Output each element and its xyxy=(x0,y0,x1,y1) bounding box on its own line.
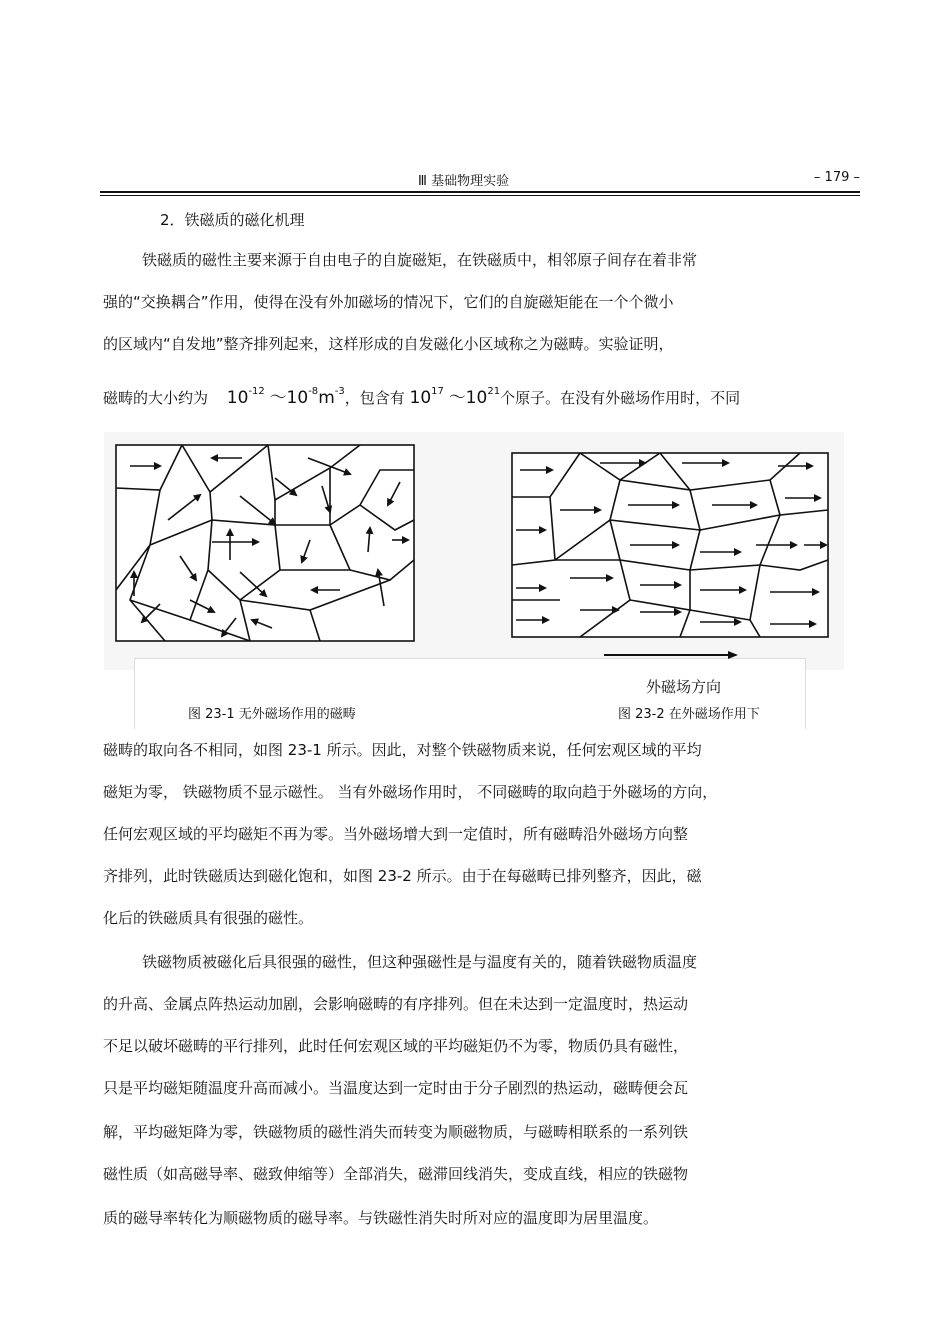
para3-line1: 铁磁物质被磁化后具很强的磁性，但这种强磁性是与温度有关的，随着铁磁物质温度 xyxy=(142,953,698,971)
tilde-10: ～10 xyxy=(269,388,309,408)
figure-23-2-caption: 图 23-2 在外磁场作用下 xyxy=(618,707,760,722)
text-atoms: 个原子。在没有外磁场作用时，不同 xyxy=(500,389,741,407)
para1-line2: 强的“交换耦合”作用，使得在没有外加磁场的情况下，它们的自旋磁矩能在一个个微小 xyxy=(103,293,674,311)
page-number: – 179 – xyxy=(813,170,860,185)
para3-line5: 解，平均磁矩降为零，铁磁物质的磁性消失而转变为顺磁物质，与磁畴相联系的一系列铁 xyxy=(103,1123,689,1141)
section-heading: 2．铁磁质的磁化机理 xyxy=(160,211,305,229)
exp-minus12: -12 xyxy=(248,386,265,397)
para3-line4: 只是平均磁矩随温度升高而减小。当温度达到一定时由于分子剧烈的热运动，磁畴便会瓦 xyxy=(103,1079,689,1097)
para2-line3: 任何宏观区域的平均磁矩不再为零。当外磁场增大到一定值时，所有磁畴沿外磁场方向整 xyxy=(103,825,689,843)
para2-line1: 磁畴的取向各不相同，如图 23-1 所示。因此，对整个铁磁物质来说，任何宏观区域的平均 xyxy=(103,741,702,759)
unit-m: m xyxy=(318,388,335,408)
exp-minus3: -3 xyxy=(334,386,345,397)
field-direction-label: 外磁场方向 xyxy=(646,678,722,696)
para3-line6: 磁性质（如高磁导率、磁致伸缩等）全部消失，磁滞回线消失，变成直线，相应的铁磁物 xyxy=(103,1165,689,1183)
para2-line2: 磁矩为零， 铁磁物质不显示磁性。 当有外磁场作用时， 不同磁畴的取向趋于外磁场的方向， xyxy=(103,783,718,801)
para2-line5: 化后的铁磁质具有很强的磁性。 xyxy=(103,909,314,927)
num-10: 10 xyxy=(226,388,249,408)
para3-line7: 质的磁导率转化为顺磁物质的磁导率。与铁磁性消失时所对应的温度即为居里温度。 xyxy=(103,1209,659,1227)
exp-minus8: -8 xyxy=(308,386,319,397)
section-title: Ⅲ 基础物理实验 xyxy=(418,174,510,189)
tilde-10b: ～10 xyxy=(448,388,488,408)
exp-17: 17 xyxy=(431,386,444,397)
para1-line1: 铁磁质的磁性主要来源于自由电子的自旋磁矩，在铁磁质中，相邻原子间存在着非常 xyxy=(142,251,698,269)
text-contains: ，包含有 xyxy=(344,389,405,407)
exp-21: 21 xyxy=(487,386,501,397)
text-domain-size: 磁畴的大小约为 xyxy=(103,389,209,407)
para1-line3: 的区域内“自发地”整齐排列起来，这样形成的自发磁化小区域称之为磁畴。实验证明， xyxy=(103,335,674,353)
para3-line3: 不足以破坏磁畴的平行排列，此时任何宏观区域的平均磁矩仍不为零，物质仍具有磁性， xyxy=(103,1037,689,1055)
para3-line2: 的升高、金属点阵热运动加剧，会影响磁畴的有序排列。但在未达到一定温度时，热运动 xyxy=(103,995,689,1013)
num-10b: 10 xyxy=(409,388,432,408)
para2-line4: 齐排列，此时铁磁质达到磁化饱和，如图 23-2 所示。由于在每磁畴已排列整齐，因此，磁 xyxy=(103,867,702,885)
figure-23-1-caption: 图 23-1 无外磁场作用的磁畴 xyxy=(188,707,356,722)
